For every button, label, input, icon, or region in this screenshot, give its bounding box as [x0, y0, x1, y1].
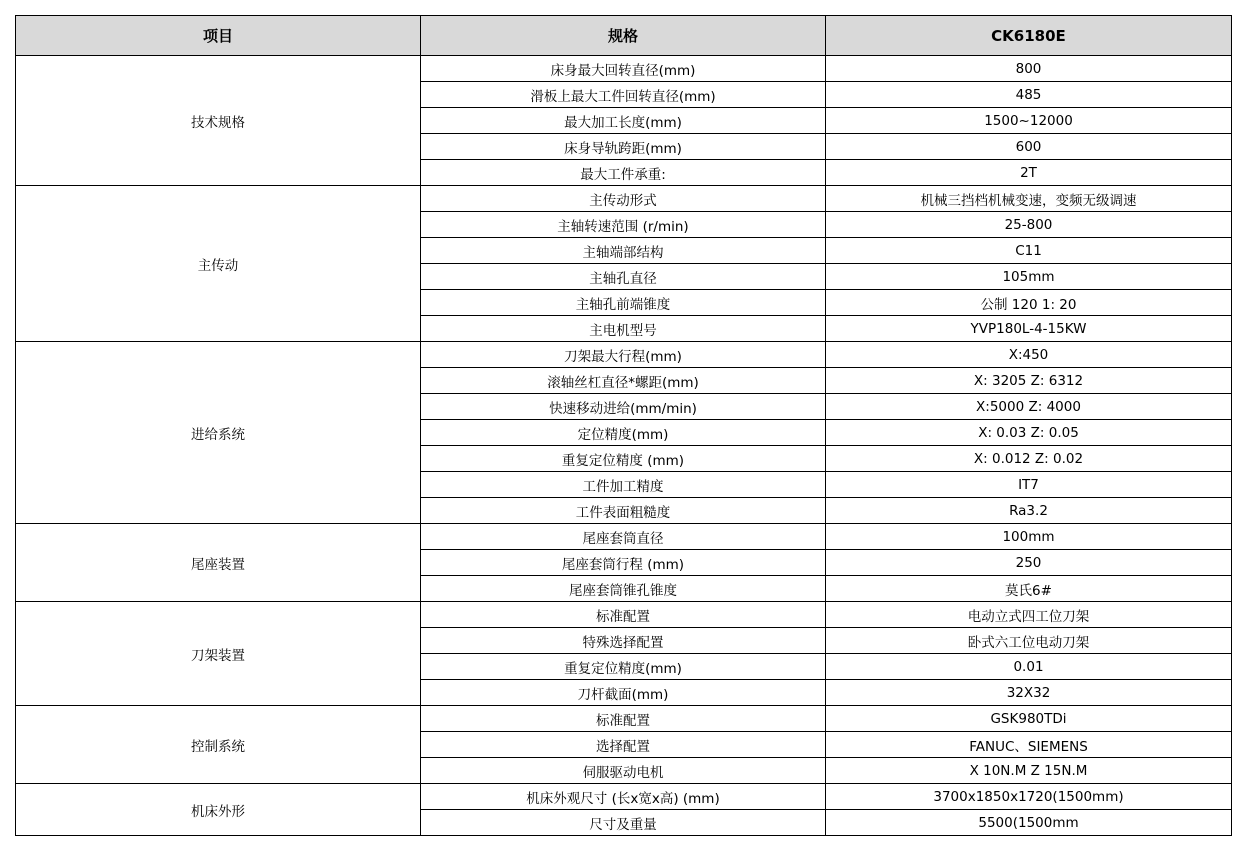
header-row: [16, 16, 1232, 56]
spec-value: IT7: [826, 472, 1232, 498]
spec-value: C11: [826, 238, 1232, 264]
spec-name: 机床外观尺寸 (长x宽x高) (mm): [421, 784, 826, 810]
spec-table: [15, 15, 1232, 836]
spec-name: 刀架最大行程(mm): [421, 342, 826, 368]
header-item: 项目: [16, 16, 421, 56]
spec-name: 快速移动进给(mm/min): [421, 394, 826, 420]
spec-name: 床身最大回转直径(mm): [421, 56, 826, 82]
table-row: [16, 602, 1232, 628]
group-name: 控制系统: [16, 706, 421, 784]
spec-name: 标准配置: [421, 602, 826, 628]
spec-value: X 10N.M Z 15N.M: [826, 758, 1232, 784]
spec-value: 0.01: [826, 654, 1232, 680]
spec-value: 3700x1850x1720(1500mm): [826, 784, 1232, 810]
spec-name: 刀杆截面(mm): [421, 680, 826, 706]
spec-name: 重复定位精度 (mm): [421, 446, 826, 472]
spec-name: 主轴孔直径: [421, 264, 826, 290]
spec-name: 床身导轨跨距(mm): [421, 134, 826, 160]
table-row: [16, 784, 1232, 810]
spec-name: 重复定位精度(mm): [421, 654, 826, 680]
spec-value: YVP180L-4-15KW: [826, 316, 1232, 342]
spec-value: GSK980TDi: [826, 706, 1232, 732]
spec-name: 工件加工精度: [421, 472, 826, 498]
spec-name: 主轴转速范围 (r/min): [421, 212, 826, 238]
table-row: [16, 342, 1232, 368]
spec-value: FANUC、SIEMENS: [826, 732, 1232, 758]
spec-value: X:5000 Z: 4000: [826, 394, 1232, 420]
table-row: [16, 56, 1232, 82]
spec-value: 800: [826, 56, 1232, 82]
spec-value: 1500~12000: [826, 108, 1232, 134]
spec-value: 公制 120 1: 20: [826, 290, 1232, 316]
spec-name: 最大工件承重:: [421, 160, 826, 186]
spec-value: X: 3205 Z: 6312: [826, 368, 1232, 394]
spec-name: 尾座套筒直径: [421, 524, 826, 550]
spec-value: 莫氏6#: [826, 576, 1232, 602]
spec-name: 最大加工长度(mm): [421, 108, 826, 134]
spec-name: 特殊选择配置: [421, 628, 826, 654]
spec-value: 32X32: [826, 680, 1232, 706]
spec-value: 250: [826, 550, 1232, 576]
spec-value: X:450: [826, 342, 1232, 368]
spec-name: 尾座套筒行程 (mm): [421, 550, 826, 576]
spec-value: 105mm: [826, 264, 1232, 290]
header-spec: 规格: [421, 16, 826, 56]
spec-value: 电动立式四工位刀架: [826, 602, 1232, 628]
spec-name: 尺寸及重量: [421, 810, 826, 836]
spec-value: 600: [826, 134, 1232, 160]
spec-value: 机械三挡档机械变速，变频无级调速: [826, 186, 1232, 212]
spec-name: 主轴孔前端锥度: [421, 290, 826, 316]
group-name: 进给系统: [16, 342, 421, 524]
spec-value: X: 0.012 Z: 0.02: [826, 446, 1232, 472]
group-name: 刀架装置: [16, 602, 421, 706]
table-row: [16, 524, 1232, 550]
spec-value: 100mm: [826, 524, 1232, 550]
group-name: 技术规格: [16, 56, 421, 186]
spec-name: 工件表面粗糙度: [421, 498, 826, 524]
spec-value: 5500(1500mm: [826, 810, 1232, 836]
spec-name: 标准配置: [421, 706, 826, 732]
spec-name: 伺服驱动电机: [421, 758, 826, 784]
spec-name: 选择配置: [421, 732, 826, 758]
spec-value: 卧式六工位电动刀架: [826, 628, 1232, 654]
spec-value: 2T: [826, 160, 1232, 186]
spec-name: 定位精度(mm): [421, 420, 826, 446]
table-row: [16, 186, 1232, 212]
spec-value: 25-800: [826, 212, 1232, 238]
table-row: [16, 706, 1232, 732]
table-header: [16, 16, 1232, 56]
spec-name: 主电机型号: [421, 316, 826, 342]
group-name: 尾座装置: [16, 524, 421, 602]
group-name: 主传动: [16, 186, 421, 342]
spec-name: 主轴端部结构: [421, 238, 826, 264]
spec-value: Ra3.2: [826, 498, 1232, 524]
spec-name: 滚轴丝杠直径*螺距(mm): [421, 368, 826, 394]
spec-value: 485: [826, 82, 1232, 108]
table-body: [16, 56, 1232, 836]
header-model: CK6180E: [826, 16, 1232, 56]
spec-value: X: 0.03 Z: 0.05: [826, 420, 1232, 446]
spec-name: 主传动形式: [421, 186, 826, 212]
spec-name: 尾座套筒锥孔锥度: [421, 576, 826, 602]
spec-name: 滑板上最大工件回转直径(mm): [421, 82, 826, 108]
group-name: 机床外形: [16, 784, 421, 836]
